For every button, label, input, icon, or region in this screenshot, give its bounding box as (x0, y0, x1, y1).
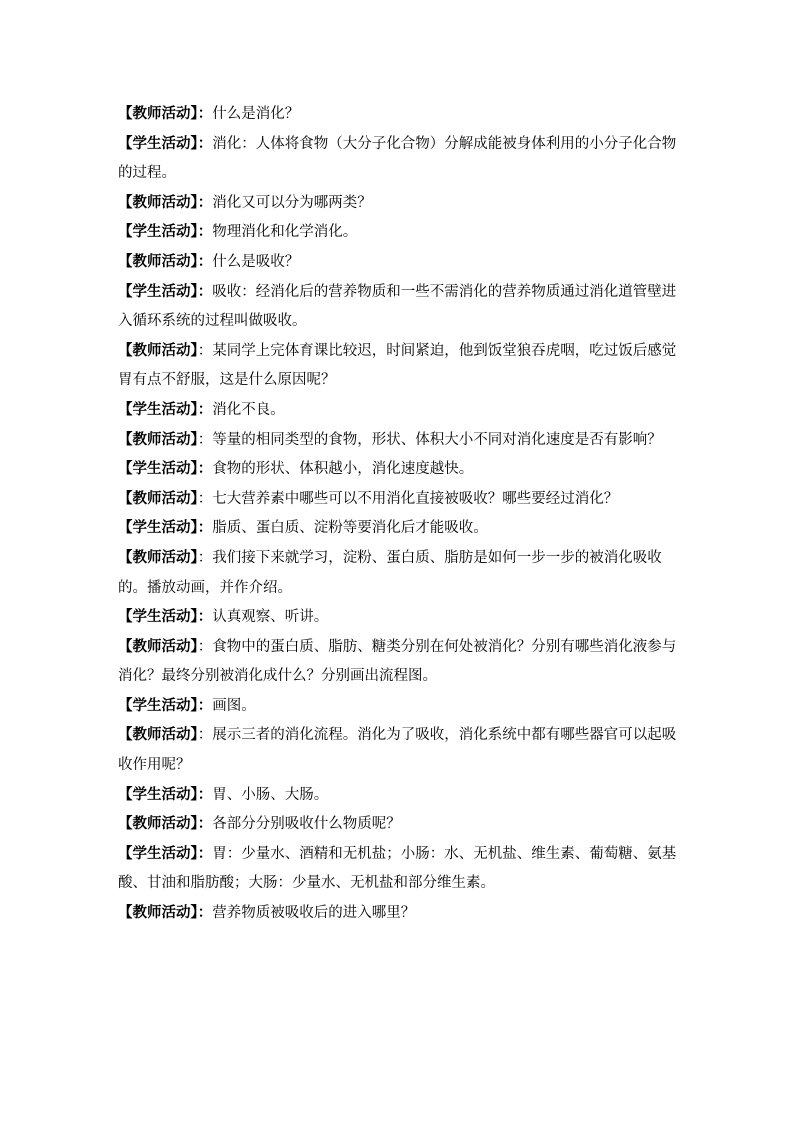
paragraph-student-4 (118, 396, 678, 426)
teacher-activity-tag: 【教师活动】 (118, 194, 198, 211)
paragraph-student-3 (118, 278, 678, 337)
tag-separator: ： (197, 253, 213, 270)
paragraph-text: 吸收：经消化后的营养物质和一些不需消化的营养物质通过消化道管壁进入循环系统的过程叫做吸收。 (118, 283, 677, 330)
teacher-activity-tag: 【教师活动】 (118, 905, 198, 922)
paragraph-text: 什么是吸收？ (212, 253, 300, 270)
paragraph-text: 胃、小肠、大肠。 (212, 786, 329, 803)
tag-separator: ： (197, 224, 213, 241)
tag-separator: ： (197, 283, 213, 300)
teacher-activity-tag: 【教师活动】 (118, 727, 198, 744)
paragraph-student-9 (118, 781, 678, 811)
student-activity-tag: 【学生活动】 (118, 697, 198, 714)
student-activity-tag: 【学生活动】 (118, 401, 198, 418)
paragraph-student-1 (118, 130, 678, 189)
paragraph-teacher-1 (118, 100, 678, 130)
paragraph-teacher-2 (118, 189, 678, 219)
paragraph-text: 各部分分别吸收什么物质呢？ (212, 816, 401, 833)
paragraph-text: 认真观察、听讲。 (212, 609, 329, 626)
paragraph-text: 什么是消化？ (212, 106, 300, 122)
student-activity-tag: 【学生活动】 (118, 845, 198, 862)
teacher-activity-tag: 【教师活动】 (118, 490, 198, 507)
student-activity-tag: 【学生活动】 (118, 135, 198, 152)
paragraph-teacher-8 (118, 633, 678, 692)
paragraph-text: 营养物质被吸收后的进入哪里？ (212, 905, 416, 922)
paragraph-teacher-11 (118, 899, 678, 929)
tag-separator: ： (197, 401, 213, 418)
paragraph-text: 食物的形状、体积越小，消化速度越快。 (212, 461, 474, 478)
paragraph-teacher-4 (118, 337, 678, 396)
teacher-activity-tag: 【教师活动】 (118, 549, 198, 566)
teacher-activity-tag: 【教师活动】 (118, 638, 198, 655)
teacher-activity-tag: 【教师活动】 (118, 106, 198, 122)
teacher-activity-tag: 【教师活动】 (118, 342, 198, 359)
paragraph-teacher-9 (118, 721, 678, 780)
paragraph-teacher-6 (118, 485, 678, 515)
paragraph-text: 消化又可以分为哪两类？ (212, 194, 372, 211)
paragraph-text: ：我们接下来就学习，淀粉、蛋白质、脂肪是如何一步一步的被消化吸收的。播放动画，并作介绍。 (118, 549, 662, 596)
paragraph-text: 画图。 (212, 697, 256, 714)
student-activity-tag: 【学生活动】 (118, 224, 198, 241)
student-activity-tag: 【学生活动】 (118, 283, 198, 300)
document-body (118, 100, 678, 929)
paragraph-student-6 (118, 514, 678, 544)
paragraph-text: 胃：少量水、酒精和无机盐；小肠：水、无机盐、维生素、葡萄糖、氨基酸、甘油和脂肪酸；大肠：少量水、无机盐和部分维生素。 (118, 845, 677, 892)
student-activity-tag: 【学生活动】 (118, 786, 198, 803)
student-activity-tag: 【学生活动】 (118, 609, 198, 626)
paragraph-teacher-7 (118, 544, 678, 603)
tag-separator: ： (197, 106, 213, 122)
paragraph-text: 消化：人体将食物（大分子化合物）分解成能被身体利用的小分子化合物的过程。 (118, 135, 677, 182)
paragraph-text: ：等量的相同类型的食物，形状、体积大小不同对消化速度是否有影响？ (197, 431, 662, 448)
tag-separator: ： (197, 786, 213, 803)
tag-separator: ： (197, 845, 213, 862)
paragraph-text: ：食物中的蛋白质、脂肪、糖类分别在何处被消化？分别有哪些消化液参与消化？最终分别被消化成什么？分别画出流程图。 (118, 638, 677, 685)
paragraph-student-5 (118, 455, 678, 485)
paragraph-teacher-3 (118, 248, 678, 278)
teacher-activity-tag: 【教师活动】 (118, 431, 198, 448)
paragraph-teacher-5 (118, 426, 678, 456)
paragraph-text: 物理消化和化学消化。 (212, 224, 358, 241)
paragraph-student-7 (118, 603, 678, 633)
student-activity-tag: 【学生活动】 (118, 520, 198, 537)
tag-separator: ： (197, 194, 213, 211)
paragraph-text: ：某同学上完体育课比较迟，时间紧迫，他到饭堂狼吞虎咽，吃过饭后感觉胃有点不舒服，这是什么原因呢？ (118, 342, 677, 389)
tag-separator: ： (197, 816, 213, 833)
teacher-activity-tag: 【教师活动】 (118, 253, 198, 270)
paragraph-teacher-10 (118, 810, 678, 840)
paragraph-text: 消化不良。 (212, 401, 285, 418)
tag-separator: ： (197, 697, 213, 714)
tag-separator: ： (197, 905, 213, 922)
paragraph-text: 脂质、蛋白质、淀粉等要消化后才能吸收。 (212, 520, 488, 537)
tag-separator: ： (197, 609, 213, 626)
teacher-activity-tag: 【教师活动】 (118, 816, 198, 833)
paragraph-text: ：展示三者的消化流程。消化为了吸收，消化系统中都有哪些器官可以起吸收作用呢？ (118, 727, 677, 774)
student-activity-tag: 【学生活动】 (118, 461, 198, 478)
tag-separator: ： (197, 461, 213, 478)
paragraph-student-8 (118, 692, 678, 722)
paragraph-student-2 (118, 218, 678, 248)
paragraph-text: ：七大营养素中哪些可以不用消化直接被吸收？哪些要经过消化？ (197, 490, 619, 507)
paragraph-student-10 (118, 840, 678, 899)
tag-separator: ： (197, 135, 213, 152)
tag-separator: ： (197, 520, 213, 537)
